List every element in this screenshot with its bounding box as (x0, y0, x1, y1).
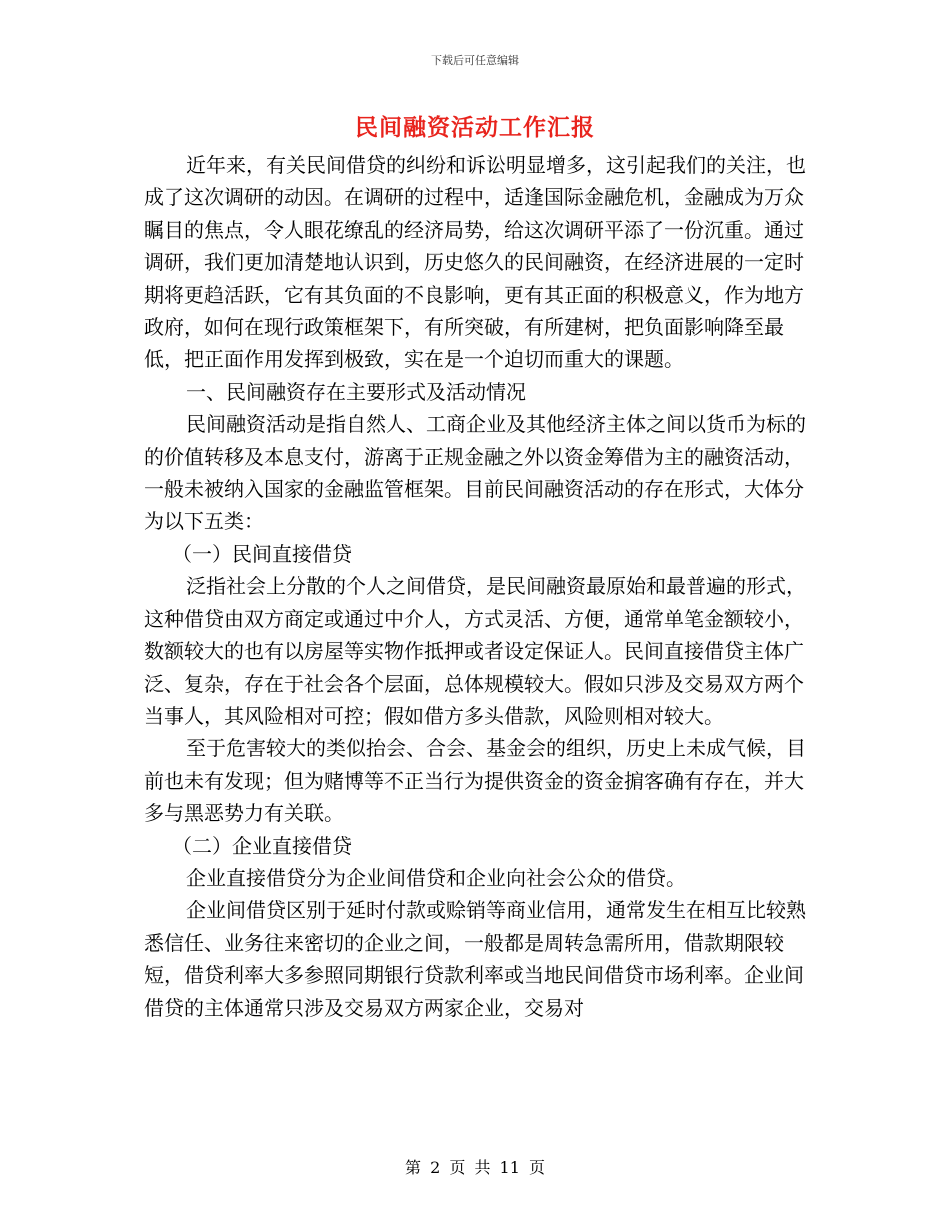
page-header: 下载后可任意编辑 (431, 54, 519, 67)
subsection-heading-1: （一）民间直接借贷 (172, 541, 352, 566)
document-title: 民间融资活动工作汇报 (355, 114, 595, 141)
paragraph-enterprise-lending: 企业直接借贷分为企业间借贷和企业向社会公众的借贷。 (186, 865, 686, 890)
page-footer: 第 2 页 共 11 页 (405, 1158, 545, 1177)
section-heading-1: 一、民间融资存在主要形式及活动情况 (186, 379, 526, 404)
paragraph-direct-lending: 泛指社会上分散的个人之间借贷，是民间融资最原始和最普遍的形式，这种借贷由双方商定或通过中介人，方式灵活、方便，通常单笔金额较小，数额较大的也有以房屋等实物作抵押或者设定保证人。民间直接借贷主体广泛、复杂，存在于社会各个层面，总体规模较大。假如只涉及交易双方两个当事人，其风险相对可控；假如借方多头借款，风险则相对较大。 (144, 574, 806, 728)
paragraph-intro: 近年来，有关民间借贷的纠纷和诉讼明显增多，这引起我们的关注，也成了这次调研的动因。在调研的过程中，适逢国际金融危机，金融成为万众瞩目的焦点，令人眼花缭乱的经济局势，给这次调研平添了一份沉重。通过调研，我们更加清楚地认识到，历史悠久的民间融资，在经济进展的一定时期将更趋活跃，它有其负面的不良影响，更有其正面的积极意义，作为地方政府，如何在现行政策框架下，有所突破，有所建树，把负面影响降至最低，把正面作用发挥到极致，实在是一个迫切而重大的课题。 (144, 153, 806, 372)
paragraph-definition: 民间融资活动是指自然人、工商企业及其他经济主体之间以货币为标的的价值转移及本息支付，游离于正规金融之外以资金筹借为主的融资活动，一般未被纳入国家的金融监管框架。目前民间融资活动的存在形式，大体分为以下五类： (144, 412, 806, 534)
document-body (144, 149, 812, 1024)
paragraph-inter-enterprise: 企业间借贷区别于延时付款或赊销等商业信用，通常发生在相互比较熟悉信任、业务往来密切的企业之间，一般都是周转急需所用，借款期限较短，借贷利率大多参照同期银行贷款利率或当地民间借贷市场利率。企业间借贷的主体通常只涉及交易双方两家企业，交易对 (144, 898, 806, 1020)
subsection-heading-2: （二）企业直接借贷 (172, 833, 352, 858)
paragraph-risk-organizations: 至于危害较大的类似抬会、合会、基金会的组织，历史上未成气候，目前也未有发现；但为赌博等不正当行为提供资金的资金掮客确有存在，并大多与黑恶势力有关联。 (144, 736, 806, 826)
